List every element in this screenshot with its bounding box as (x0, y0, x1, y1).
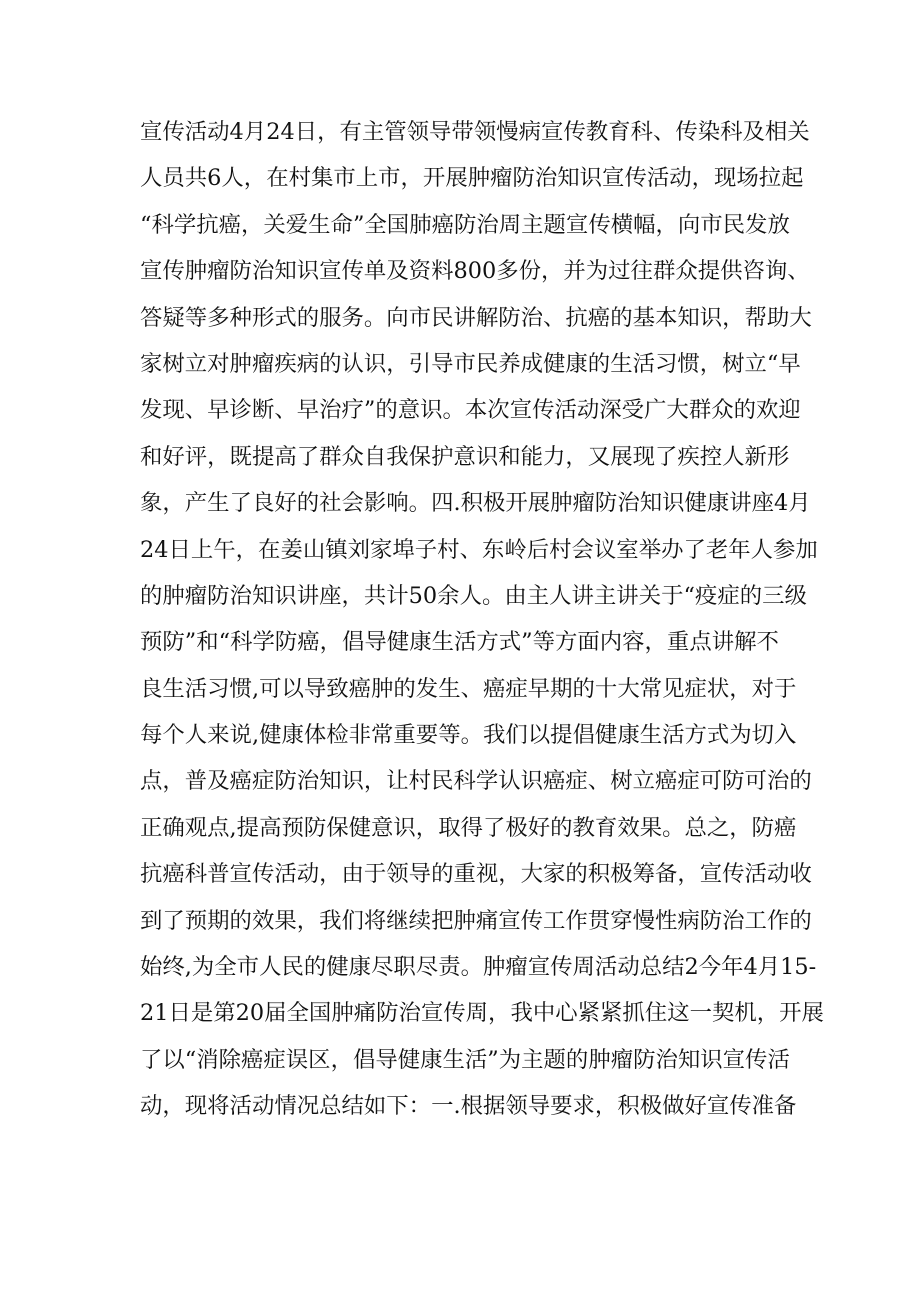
text-line: 家树立对肿瘤疾病的认识，引导市民养成健康的生活习惯，树立“早 (140, 350, 801, 377)
text-line: 答疑等多种形式的服务。向市民讲解防治、抗癌的基本知识，帮助大 (140, 304, 812, 331)
text-line: “科学抗癌，关爱生命”全国肺癌防治周主题宣传横幅，向市民发放 (140, 211, 790, 238)
body-text (140, 109, 824, 1130)
text-line: 人员共6人，在村集市上市，开展肿瘤防治知识宣传活动，现场拉起 (140, 165, 804, 192)
text-line: 良生活习惯,可以导致癌肿的发生、癌症早期的十大常见症状，对于 (140, 675, 797, 702)
text-line: 每个人来说,健康体检非常重要等。我们以提倡健康生活方式为切入 (140, 722, 797, 749)
text-line: 动，现将活动情况总结如下：一.根据领导要求，积极做好宣传准备 (140, 1093, 797, 1120)
text-line: 宣传肿瘤防治知识宣传单及资料800多份，并为过往群众提供咨询、 (140, 258, 810, 285)
text-line: 点，普及癌症防治知识，让村民科学认识癌症、树立癌症可防可治的 (140, 768, 812, 795)
text-line: 和好评，既提高了群众自我保护意识和能力，又展现了疾控人新形 (140, 443, 790, 470)
text-line: 始终,为全市人民的健康尽职尽责。肿瘤宣传周活动总结2今年4月15- (140, 954, 817, 981)
text-line: 的肿瘤防治知识讲座，共计50余人。由主人讲主讲关于“疫症的三级 (140, 582, 807, 609)
text-line: 21日是第20届全国肿痛防治宣传周，我中心紧紧抓住这一契机，开展 (140, 1000, 824, 1027)
text-line: 预防”和“科学防癌，倡导健康生活方式”等方面内容，重点讲解不 (140, 629, 779, 656)
text-line: 宣传活动4月24日，有主管领导带领慢病宣传教育科、传染科及相关 (140, 119, 810, 145)
text-line: 正确观点,提高预防保健意识，取得了极好的教育效果。总之，防癌 (140, 814, 797, 841)
text-line: 象，产生了良好的社会影响。四.积极开展肿瘤防治知识健康讲座4月 (140, 490, 811, 517)
text-line: 发现、早诊断、早治疗”的意识。本次宣传活动深受广大群众的欢迎 (140, 397, 801, 424)
text-line: 24日上午，在姜山镇刘家埠子村、东岭后村会议室举办了老年人参加 (140, 536, 818, 563)
text-line: 了以“消除癌症误区，倡导健康生活”为主题的肿瘤防治知识宣传活 (140, 1046, 790, 1073)
text-line: 到了预期的效果，我们将继续把肿痛宣传工作贯穿慢性病防治工作的 (140, 907, 812, 934)
text-line: 抗癌科普宣传活动，由于领导的重视，大家的积极筹备，宣传活动收 (140, 861, 812, 888)
